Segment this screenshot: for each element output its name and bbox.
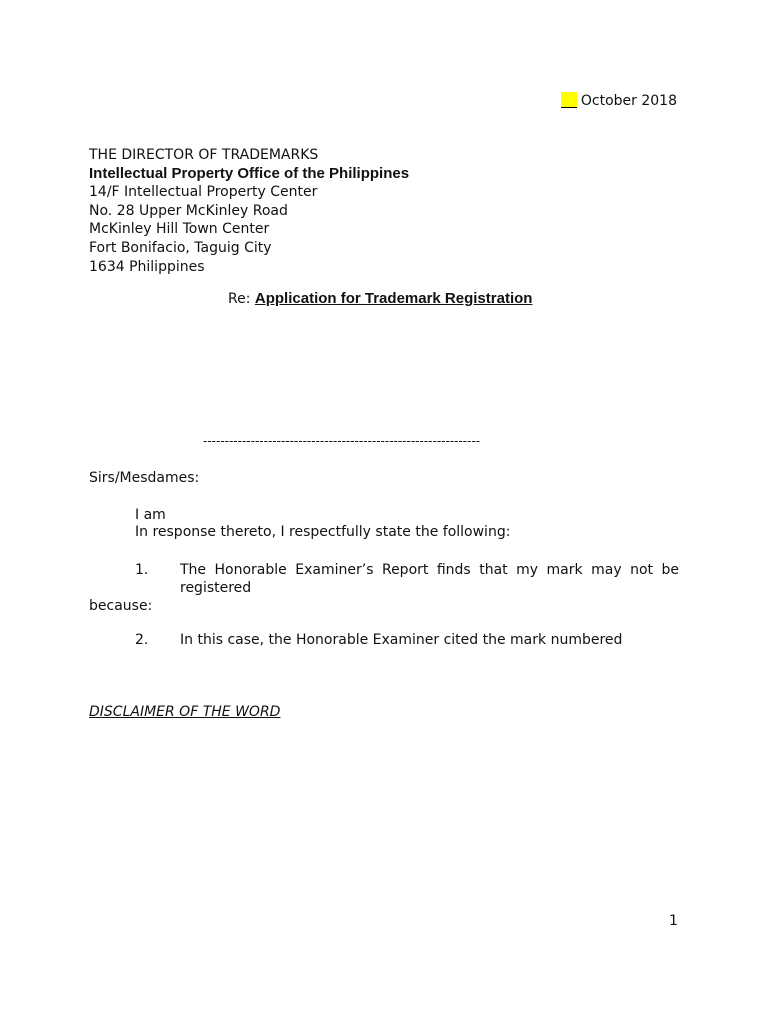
subject-text: Application for Trademark Registration: [254, 290, 533, 307]
address-line-director: THE DIRECTOR OF TRADEMARKS: [89, 147, 319, 163]
response-paragraph: In response thereto, I respectfully state the following:: [135, 524, 511, 540]
separator-line: ----------------------------------------------------------------: [203, 434, 481, 448]
date-blank-highlight: [561, 92, 577, 108]
recipient-address: [89, 146, 409, 276]
date-text: October 2018: [580, 93, 677, 109]
list-item: [89, 561, 679, 615]
address-line-postal: 1634 Philippines: [89, 258, 205, 275]
subject-line: [228, 290, 532, 307]
address-line-office: Intellectual Property Office of the Philippines: [89, 164, 410, 182]
salutation: Sirs/Mesdames:: [89, 470, 200, 486]
letter-date: [561, 92, 677, 109]
address-line-street: No. 28 Upper McKinley Road: [89, 202, 288, 219]
page-number: 1: [669, 913, 678, 929]
list-item-number: 2.: [135, 632, 149, 648]
subject-prefix: Re:: [228, 291, 251, 307]
list-item-text-continued: because:: [89, 598, 153, 614]
address-line-center: McKinley Hill Town Center: [89, 221, 270, 238]
intro-paragraph: I am: [135, 507, 166, 523]
address-line-building: 14/F Intellectual Property Center: [89, 184, 318, 201]
disclaimer-heading: DISCLAIMER OF THE WORD: [89, 704, 281, 720]
address-line-city: Fort Bonifacio, Taguig City: [89, 239, 272, 256]
list-item-text: In this case, the Honorable Examiner cited the mark numbered: [180, 632, 623, 648]
list-item-text: The Honorable Examiner’s Report finds that my mark may not be registered: [180, 562, 679, 596]
list-item-number: 1.: [135, 562, 149, 578]
